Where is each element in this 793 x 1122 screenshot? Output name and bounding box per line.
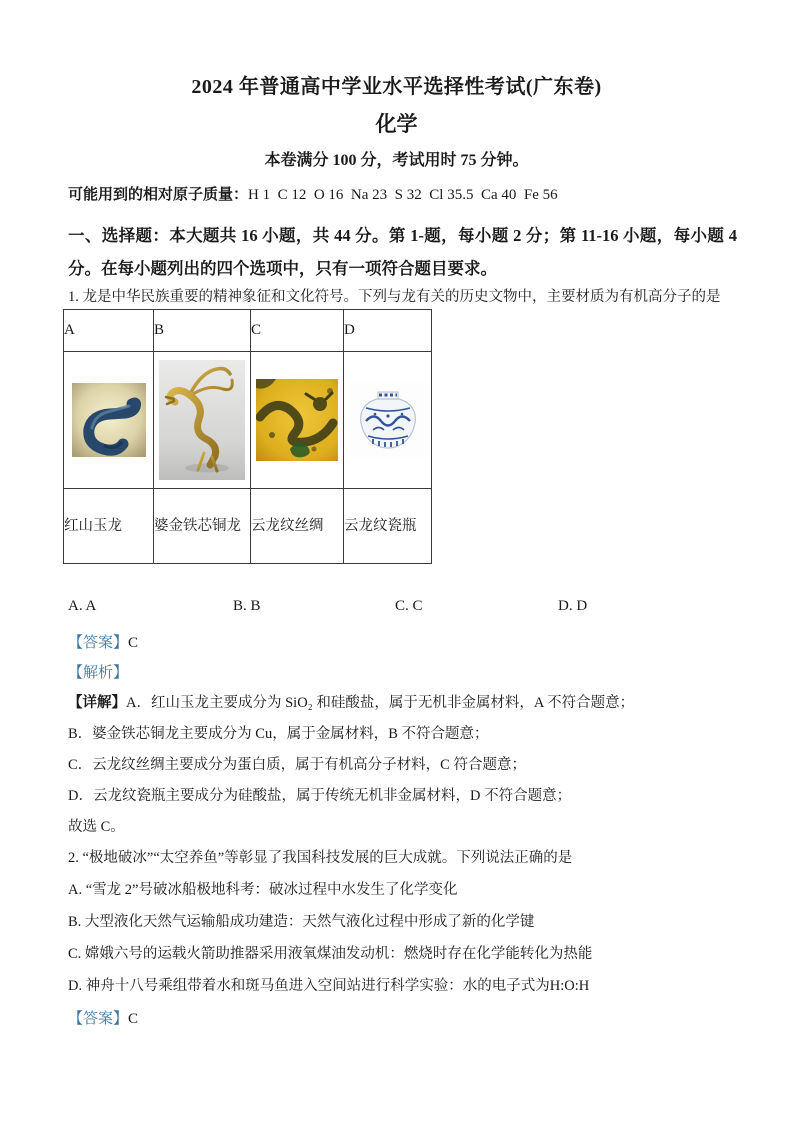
artifact-table-header-row [64, 310, 432, 352]
section-header: 一、选择题：本大题共 16 小题，共 44 分。第 1-题，每小题 2 分；第 11-16 小题，每小题 4 分。在每小题列出的四个选项中，只有一项符合题目要求。 [68, 226, 737, 278]
q1-answer-value: C [128, 635, 139, 651]
q2-answer-line [68, 1007, 138, 1028]
artifact-table [63, 309, 432, 564]
atomic-mass-label: 可能用到的相对原子质量： [68, 187, 249, 203]
hongshan-jade-dragon-image [72, 383, 146, 457]
q2-answer-label: 【答案】 [68, 1011, 129, 1027]
q1-detail-b: B．婆金铁芯铜龙主要成分为 Cu，属于金属材料，B 不符合题意； [68, 726, 489, 742]
q2-option-a: A. “雪龙 2”号破冰船极地科考：破冰过程中水发生了化学变化 [68, 882, 458, 898]
artifact-table-caption-row [64, 489, 432, 564]
artifact-header-a: A [64, 310, 154, 352]
exam-title: 2024 年普通高中学业水平选择性考试(广东卷) [191, 76, 602, 98]
artifact-table-image-row [64, 352, 432, 489]
q1-answer-label: 【答案】 [68, 635, 129, 651]
artifact-header-d: D [344, 310, 432, 352]
q2-option-c: C. 嫦娥六号的运载火箭助推器采用液氧煤油发动机：燃烧时存在化学能转化为热能 [68, 946, 593, 962]
artifact-caption-a: 红山玉龙 [64, 489, 154, 564]
artifact-caption-c: 云龙纹丝绸 [251, 489, 344, 564]
q1-analysis-label: 【解析】 [68, 665, 129, 681]
gilt-iron-core-bronze-dragon-image [159, 360, 245, 480]
q1-conclusion: 故选 C。 [68, 819, 125, 835]
q1-option-c: C. C [395, 598, 423, 614]
atomic-mass-line [68, 183, 753, 204]
q1-option-d: D. D [558, 598, 588, 614]
q2-option-b: B. 大型液化天然气运输船成功建造：天然气液化过程中形成了新的化学键 [68, 914, 535, 930]
q1-analysis-line [68, 661, 128, 682]
cloud-dragon-silk-image [256, 379, 338, 461]
artifact-caption-b: 婆金铁芯铜龙 [154, 489, 251, 564]
q1-answer-line [68, 631, 138, 652]
q1-detail-a [68, 693, 753, 713]
exam-subject: 化学 [375, 112, 418, 136]
question-2-stem: 2. “极地破冰”“太空养鱼”等彰显了我国科技发展的巨大成就。下列说法正确的是 [68, 850, 573, 866]
q1-detail-label: 【详解】 [68, 695, 126, 711]
q2-option-d: D. 神舟十八号乘组带着水和斑马鱼进入空间站进行科学实验：水的电子式为H:O:H [68, 978, 590, 994]
artifact-header-b: B [154, 310, 251, 352]
q1-option-a: A. A [68, 598, 97, 614]
question-1-stem: 1. 龙是中华民族重要的精神象征和文化符号。下列与龙有关的历史文物中，主要材质为有机高分子的是 [68, 289, 721, 305]
q1-detail-c: C．云龙纹丝绸主要成分为蛋白质，属于有机高分子材料，C 符合题意； [68, 757, 526, 773]
exam-info-line: 本卷满分 100 分，考试用时 75 分钟。 [264, 152, 529, 169]
q2-answer-value: C [128, 1011, 139, 1027]
q1-option-b: B. B [233, 598, 261, 614]
artifact-header-c: C [251, 310, 344, 352]
cloud-dragon-porcelain-vase-image [351, 383, 425, 457]
artifact-caption-d: 云龙纹瓷瓶 [344, 489, 432, 564]
atomic-mass-values: H 1 C 12 O 16 Na 23 S 32 Cl 35.5 Ca 40 Fe 56 [248, 187, 558, 203]
q1-detail-d: D．云龙纹瓷瓶主要成分为硅酸盐，属于传统无机非金属材料，D 不符合题意； [68, 788, 572, 804]
q1-detail-a-text: A．红山玉龙主要成分为 SiO₂ 和硅酸盐，属于无机非金属材料，A 不符合题意； [126, 695, 635, 711]
